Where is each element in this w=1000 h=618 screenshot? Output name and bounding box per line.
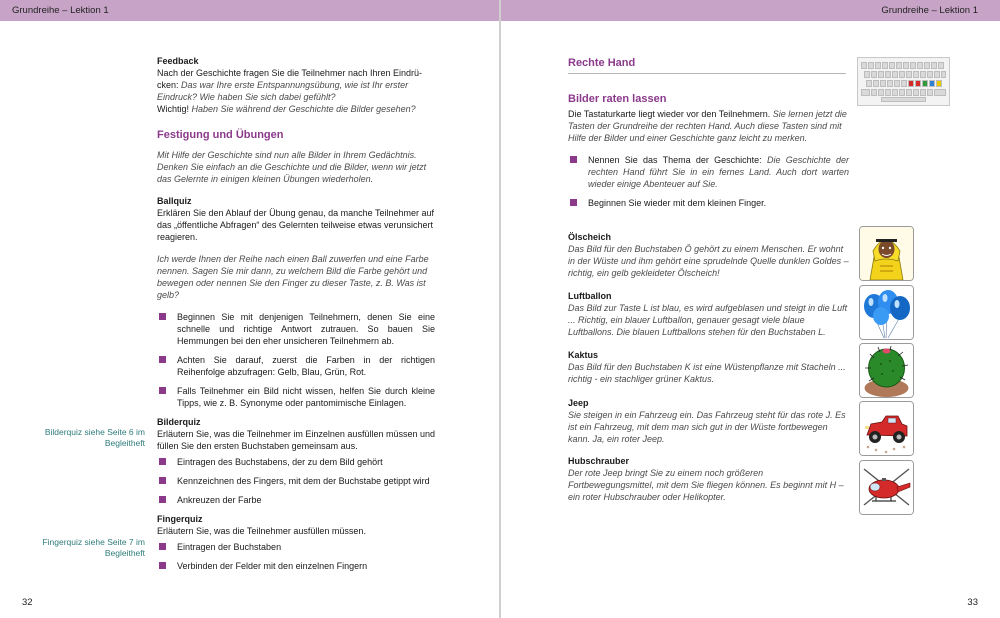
entry-text: Das Bild zur Taste L ist blau, es wird aufgeblasen und steigt in die Luft ... Richtig, ein blauer Luftballon, genauer gesagt viele blaue Luftballons. Die blauen Luftballons stehen für den Buchstaben L.	[568, 303, 848, 337]
fingerquiz-title: Fingerquiz	[157, 514, 203, 524]
bilder-raten-heading: Bilder raten lassen	[568, 93, 667, 105]
key-j-red	[915, 80, 921, 87]
bilder-raten-bullet	[568, 154, 849, 190]
ballquiz-bullet-text: Achten Sie darauf, zuerst die Farben in der richtigen Reihenfolge abzufragen: Gelb, Blau, Grün, Rot.	[177, 355, 435, 377]
hubschrauber-picture-icon	[859, 460, 914, 515]
jeep-picture-icon	[859, 401, 914, 456]
fingerquiz-bullet	[157, 560, 435, 572]
festigung-heading: Festigung und Übungen	[157, 129, 284, 141]
ballquiz-bullet	[157, 311, 435, 347]
entry-title: Luftballon	[568, 291, 612, 301]
ballquiz-bullet	[157, 354, 435, 378]
right-header-title: Grundreihe – Lektion 1	[881, 5, 978, 16]
key-k-green	[922, 80, 928, 87]
fingerquiz-text: Erläutern Sie, was die Teilnehmer ausfüllen müssen.	[157, 526, 366, 536]
entry-oelscheich	[568, 231, 851, 279]
left-header-band	[0, 0, 499, 21]
bullet-square-icon	[159, 496, 166, 503]
bilderquiz-bullet-text: Kennzeichnen des Fingers, mit dem der Buchstabe getippt wird	[177, 476, 430, 486]
bullet-square-icon	[159, 477, 166, 484]
bilderquiz-side-note: Bilderquiz siehe Seite 6 im Begleitheft	[44, 427, 145, 448]
bilderquiz-bullet	[157, 456, 435, 468]
entry-hubschrauber	[568, 455, 851, 503]
bilder-raten-bullet-b: Die Geschichte der rechten Hand führt Sie in ein fernes Land. Auch dort warten wieder einige Abenteuer auf Sie.	[588, 155, 849, 189]
left-main-column	[157, 55, 435, 579]
feedback-text-a: Nach der Geschichte fragen Sie die Teilnehmer nach Ihren Eindrü-cken:	[157, 68, 422, 90]
keyboard-row	[861, 71, 946, 78]
ballquiz-title: Ballquiz	[157, 196, 192, 206]
oelscheich-picture-icon	[859, 226, 914, 281]
feedback-text-d: Haben Sie während der Geschichte die Bilder gesehen?	[191, 104, 416, 114]
left-header-title: Grundreihe – Lektion 1	[12, 5, 109, 16]
keyboard-home-row	[861, 80, 946, 87]
fingerquiz-bullet-text: Verbinden der Felder mit den einzelnen Fingern	[177, 561, 368, 571]
bullet-square-icon	[159, 313, 166, 320]
bilder-raten-bullet-2: Beginnen Sie wieder mit dem kleinen Finger.	[588, 198, 767, 208]
entry-jeep	[568, 397, 851, 445]
bilder-raten-block	[568, 93, 849, 216]
entry-text: Der rote Jeep bringt Sie zu einem noch größeren Fortbewegungsmittel, mit dem Sie fliegen können. Es beginnt mit H – ein roter Hubschrauber oder Helikopter.	[568, 468, 844, 502]
bilderquiz-bullet-text: Ankreuzen der Farbe	[177, 495, 262, 505]
bullet-square-icon	[159, 387, 166, 394]
ballquiz-bullet-text: Falls Teilnehmer ein Bild nicht wissen, helfen Sie durch kleine Tipps, wie z. B. Synonyme oder pantomimische Einlagen.	[177, 386, 435, 408]
feedback-title: Feedback	[157, 56, 199, 66]
ballquiz-text: Erklären Sie den Ablauf der Übung genau, da manche Teilnehmer auf das „öffentliche Abfragen“ des Gelernten teilweise etwas verunsichert reagieren.	[157, 208, 435, 242]
bilder-raten-bullet	[568, 197, 849, 209]
key-l-blue	[929, 80, 935, 87]
entry-kaktus	[568, 349, 851, 385]
bilderquiz-bullet-text: Eintragen des Buchstabens, der zu dem Bild gehört	[177, 457, 383, 467]
entry-luftballon	[568, 290, 851, 338]
right-page-number: 33	[967, 597, 978, 608]
entry-title: Kaktus	[568, 350, 599, 360]
keyboard-row	[861, 97, 946, 104]
entry-text: Das Bild für den Buchstaben Ö gehört zu einem Menschen. Er wohnt in der Wüste und ihm gehört eine sprudelnde Quelle dunklen Goldes – richtig, ein gelb gekleideter Ölscheich!	[568, 244, 849, 278]
keyboard-row	[861, 89, 946, 96]
keyboard-map-icon	[857, 57, 950, 106]
bilderquiz-bullet	[157, 494, 435, 506]
feedback-text-b: Das war Ihre erste Entspannungsübung, wie ist Ihr erster Eindruck? Wie haben Sie sich dabei gefühlt?	[157, 80, 409, 102]
bullet-square-icon	[159, 543, 166, 550]
entry-text: Sie steigen in ein Fahrzeug ein. Das Fahrzeug steht für das rote J. Es ist ein Fahrzeug, mit dem man sich gut in der Wüste fortbewegen kann. Ja, ein roter Jeep.	[568, 410, 846, 444]
ballquiz-bullet	[157, 385, 435, 409]
bilderquiz-bullet	[157, 475, 435, 487]
key-h-red	[908, 80, 914, 87]
rechte-hand-heading: Rechte Hand	[568, 57, 846, 74]
keyboard-row	[861, 62, 946, 69]
ballquiz-bullet-text: Beginnen Sie mit denjenigen Teilnehmern, denen Sie eine schnelle und richtige Antwort zutrauen. So bauen Sie Hemmungen bei den eher unsicheren Teilnehmern ab.	[177, 312, 435, 346]
luftballon-picture-icon	[859, 285, 914, 340]
fingerquiz-bullet-text: Eintragen der Buchstaben	[177, 542, 282, 552]
key-oe-yellow	[936, 80, 942, 87]
bilderquiz-text: Erläutern Sie, was die Teilnehmer im Einzelnen ausfüllen müssen und füllen Sie den ersten Buchstaben gemeinsam aus.	[157, 429, 435, 451]
left-page	[0, 0, 499, 618]
feedback-text-c: Wichtig!	[157, 104, 190, 114]
kaktus-picture-icon	[859, 343, 914, 398]
bullet-square-icon	[159, 356, 166, 363]
bilder-raten-bullet-a: Nennen Sie das Thema der Geschichte:	[588, 155, 762, 165]
bilder-raten-text-a: Die Tastaturkarte liegt wieder vor den Teilnehmern.	[568, 109, 771, 119]
right-page	[501, 0, 1000, 618]
festigung-intro: Mit Hilfe der Geschichte sind nun alle Bilder in Ihrem Gedächtnis. Denken Sie einfach an die Geschichte und die Bilder, wenn wir jetzt das Gelernte in einigen kleinen Übungen wiederholen.	[157, 150, 427, 184]
bilder-raten-text-b: Sie lernen jetzt die Tasten der Grundreihe der rechten Hand. Auch diese Tasten sind mit Hilfe der Bilder und einer Geschichte ganz leicht zu merken.	[568, 109, 847, 143]
left-page-number: 32	[22, 597, 33, 608]
bullet-square-icon	[159, 458, 166, 465]
entry-title: Hubschrauber	[568, 456, 630, 466]
feedback-text	[157, 67, 435, 115]
bullet-square-icon	[159, 562, 166, 569]
bullet-square-icon	[570, 156, 577, 163]
bilderquiz-title: Bilderquiz	[157, 417, 201, 427]
entry-title: Ölscheich	[568, 232, 612, 242]
ballquiz-quote: Ich werde Ihnen der Reihe nach einen Ball zuwerfen und eine Farbe nennen. Sagen Sie mir dann, zu welchem Bild die Farbe gehört und bewegen oder nennen Sie den Finger zu dieser Taste, z. B. Was ist gelb?	[157, 254, 429, 300]
right-header-band	[501, 0, 1000, 21]
bullet-square-icon	[570, 199, 577, 206]
fingerquiz-bullet	[157, 541, 435, 553]
entry-text: Das Bild für den Buchstaben K ist eine Wüstenpflanze mit Stacheln ... richtig - ein stachliger grüner Kaktus.	[568, 362, 846, 384]
fingerquiz-side-note: Fingerquiz siehe Seite 7 im Begleitheft	[42, 537, 145, 558]
entry-title: Jeep	[568, 398, 589, 408]
bilder-raten-text	[568, 108, 849, 144]
